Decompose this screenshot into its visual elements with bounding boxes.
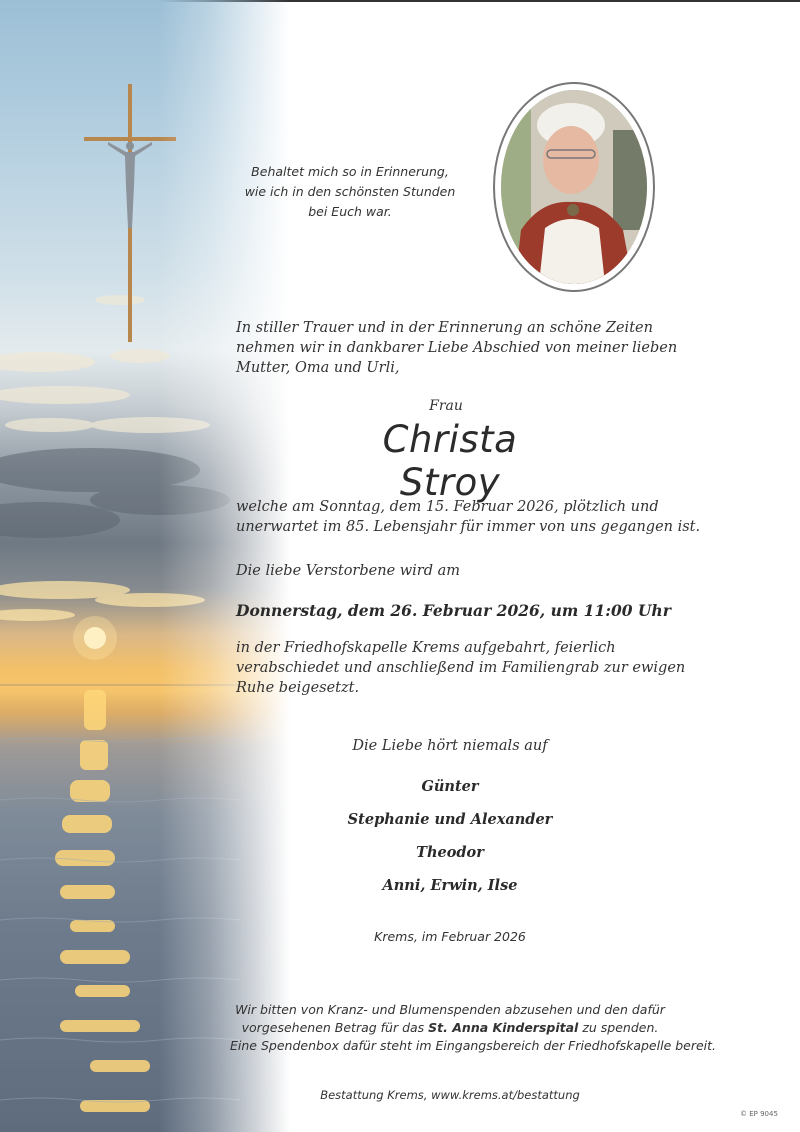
mourner-name: Günter bbox=[421, 778, 479, 795]
sun-reflection bbox=[55, 690, 150, 1112]
intro-line: Mutter, Oma und Urli, bbox=[236, 360, 400, 376]
place-date: Krems, im Februar 2026 bbox=[374, 929, 526, 944]
donation-line: Eine Spendenbox dafür steht im Eingangsbereich der Friedhofskapelle bereit. bbox=[230, 1038, 717, 1053]
donation-notice bbox=[230, 1001, 717, 1055]
salutation: Frau bbox=[429, 398, 463, 414]
death-notice-line: welche am Sonntag, dem 15. Februar 2026, plötzlich und bbox=[236, 499, 659, 515]
donation-line: Wir bitten von Kranz- und Blumenspenden abzusehen und den dafür bbox=[235, 1002, 665, 1017]
ceremony-line: in der Friedhofskapelle Krems aufgebahrt, feierlich bbox=[236, 640, 616, 656]
death-notice-line: unerwartet im 85. Lebensjahr für immer von uns gegangen ist. bbox=[236, 519, 701, 535]
motto-line: bei Euch war. bbox=[308, 204, 392, 219]
ceremony-line: verabschiedet und anschließend im Familiengrab zur ewigen bbox=[236, 660, 686, 676]
donation-text: vorgesehenen Betrag für das bbox=[241, 1020, 429, 1035]
crucifix-icon bbox=[84, 84, 176, 342]
deceased-name: Christa Stroy bbox=[382, 418, 518, 504]
love-line: Die Liebe hört niemals auf bbox=[352, 738, 548, 754]
funeral-home-footer: Bestattung Krems, www.krems.at/bestattung bbox=[320, 1088, 580, 1102]
ceremony-date: Donnerstag, dem 26. Februar 2026, um 11:00 Uhr bbox=[236, 601, 671, 620]
death-notice bbox=[236, 497, 701, 537]
ceremony-line: Ruhe beigesetzt. bbox=[236, 680, 360, 696]
intro-line: In stiller Trauer und in der Erinnerung an schöne Zeiten bbox=[236, 320, 653, 336]
mourner-name: Anni, Erwin, Ilse bbox=[382, 877, 518, 894]
charity-name: St. Anna Kinderspital bbox=[428, 1020, 579, 1035]
portrait-frame bbox=[493, 82, 655, 292]
mourners-list bbox=[300, 778, 600, 910]
ceremony-intro: Die liebe Verstorbene wird am bbox=[236, 563, 461, 579]
intro-paragraph bbox=[236, 318, 678, 378]
memorial-motto bbox=[240, 162, 460, 222]
motto-line: wie ich in den schönsten Stunden bbox=[244, 184, 456, 199]
portrait-photo bbox=[501, 90, 647, 284]
mourner-name: Stephanie und Alexander bbox=[347, 811, 553, 828]
donation-line bbox=[230, 1019, 670, 1037]
mourner-name: Theodor bbox=[416, 844, 484, 861]
donation-text: zu spenden. bbox=[578, 1020, 659, 1035]
print-code: © EP 9045 bbox=[740, 1110, 778, 1118]
ceremony-details bbox=[236, 638, 686, 698]
intro-line: nehmen wir in dankbarer Liebe Abschied von meiner lieben bbox=[236, 340, 678, 356]
motto-line: Behaltet mich so in Erinnerung, bbox=[251, 164, 449, 179]
